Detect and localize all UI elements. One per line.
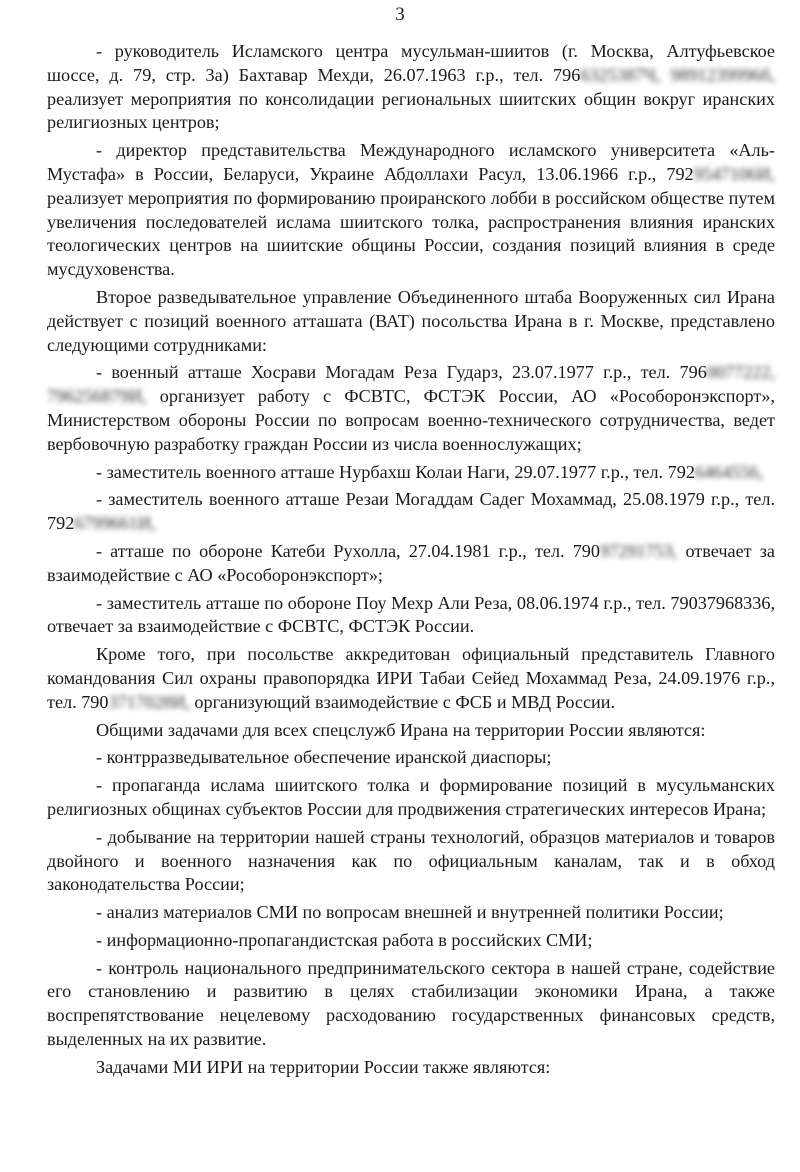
paragraph-p9 [47, 643, 775, 714]
paragraph-text: - информационно-пропагандистская работа в российских СМИ; [96, 929, 593, 950]
paragraph-p3 [47, 286, 775, 357]
redacted-phone: 3717028И, [108, 691, 190, 712]
paragraph-text: организует работу с ФСВТС, ФСТЭК России, АО «Рособоронэкспорт», Министерством обороны России по вопросам военно-технического сотрудничества, ведет вербовочную разработку граждан России из числа военнослужащих; [47, 386, 775, 454]
redacted-phone: 0077222, 796256879И, [47, 362, 775, 407]
paragraph-p13 [47, 826, 775, 897]
paragraph-p10 [47, 719, 775, 743]
paragraph-p4 [47, 361, 775, 456]
paragraph-p7 [47, 540, 775, 588]
page-number: 3 [395, 4, 405, 25]
paragraph-p12 [47, 774, 775, 822]
redacted-phone: 9729175З, [600, 540, 678, 561]
paragraph-text: - пропаганда ислама шиитского толка и формирование позиций в мусульманских религиозных общинах субъектов России для продвижения стратегических интересов Ирана; [47, 775, 775, 819]
paragraph-text: Задачами МИ ИРИ на территории России также являются: [96, 1056, 551, 1077]
paragraph-p15 [47, 929, 775, 953]
paragraph-text: - контрразведывательное обеспечение иранской диаспоры; [96, 747, 552, 768]
redacted-phone: 6325387Ч, 9891239996б, [580, 64, 775, 85]
paragraph-text: - заместитель военного атташе Резаи Могаддам Садег Мохаммад, 25.08.1979 г.р., тел. 792 [47, 489, 775, 534]
paragraph-p2 [47, 139, 775, 282]
paragraph-p1 [47, 40, 775, 135]
paragraph-text: - контроль национального предпринимательского сектора в нашей стране, содействие его становлению и развитию в целях стабилизации экономики Ирана, а также воспрепятствование нецелевому расходованию государственных финансовых средств, выделенных на их развитие. [47, 957, 775, 1050]
paragraph-text: Общими задачами для всех спецслужб Ирана на территории России являются: [96, 719, 706, 740]
paragraph-text: реализует мероприятия по формированию проиранского лобби в российском обществе путем увеличения последователей ислама шиитского толка, распространения влияния иранских теологических центров на шиитские общины России, создания позиций влияния в среде мусдуховенства. [47, 187, 775, 280]
paragraph-text: - руководитель Исламского центра мусульман-шиитов (г. Москва, Алтуфьевское шоссе, д. 79, стр. 3а) Бахтавар Мехди, 26.07.1963 г.р., тел. 796 [47, 41, 775, 85]
paragraph-text: - военный атташе Хосрави Могадам Реза Гударз, 23.07.1977 г.р., тел. 796 [96, 362, 707, 383]
paragraph-text: - заместитель военного атташе Нурбахш Колаи Наги, 29.07.1977 г.р., тел. 792 [96, 461, 695, 482]
paragraph-text: отвечает за взаимодействие с АО «Рособоронэкспорт»; [47, 540, 775, 585]
paragraph-p5 [47, 461, 775, 485]
paragraph-text: реализует мероприятия по консолидации региональных шиитских общин вокруг иранских религиозных центров; [47, 88, 775, 133]
redacted-phone: 9547106И, [693, 163, 775, 184]
paragraph-text: - заместитель атташе по обороне Поу Мехр Али Реза, 08.06.1974 г.р., тел. 79037968336, отвечает за взаимодействие с ФСВТС, ФСТЭК России. [47, 592, 775, 637]
paragraph-p11 [47, 746, 775, 770]
paragraph-text: Кроме того, при посольстве аккредитован официальный представитель Главного командования Сил охраны правопорядка ИРИ Табаи Сейед Мохаммад Реза, 24.09.1976 г.р., тел. 790 [47, 644, 775, 712]
paragraph-p16 [47, 957, 775, 1052]
paragraph-text: - анализ материалов СМИ по вопросам внешней и внутренней политики России; [96, 902, 724, 923]
document-body [47, 40, 775, 1084]
redacted-phone: 6464556, [694, 461, 764, 482]
paragraph-text: - атташе по обороне Катеби Рухолла, 27.04.1981 г.р., тел. 790 [96, 540, 600, 561]
paragraph-text: Второе разведывательное управление Объединенного штаба Вооруженных сил Ирана действует с позиций военного атташата (ВАТ) посольства Ирана в г. Москве, представлено следующими сотрудниками: [47, 286, 775, 355]
paragraph-text: - директор представительства Международного исламского университета «Аль-Мустафа» в России, Беларуси, Украине Абдоллахи Расул, 13.06.1966 г.р., 792 [47, 140, 775, 184]
paragraph-text: - добывание на территории нашей страны технологий, образцов материалов и товаров двойного и военного назначения как по официальным каналам, так и в обход законодательства России; [47, 826, 775, 895]
paragraph-text: организующий взаимодействие с ФСБ и МВД России. [189, 691, 616, 712]
redacted-phone: 6799661И, [74, 513, 156, 534]
paragraph-p8 [47, 592, 775, 640]
paragraph-p6 [47, 488, 775, 536]
paragraph-p14 [47, 901, 775, 925]
paragraph-p17 [47, 1056, 775, 1080]
